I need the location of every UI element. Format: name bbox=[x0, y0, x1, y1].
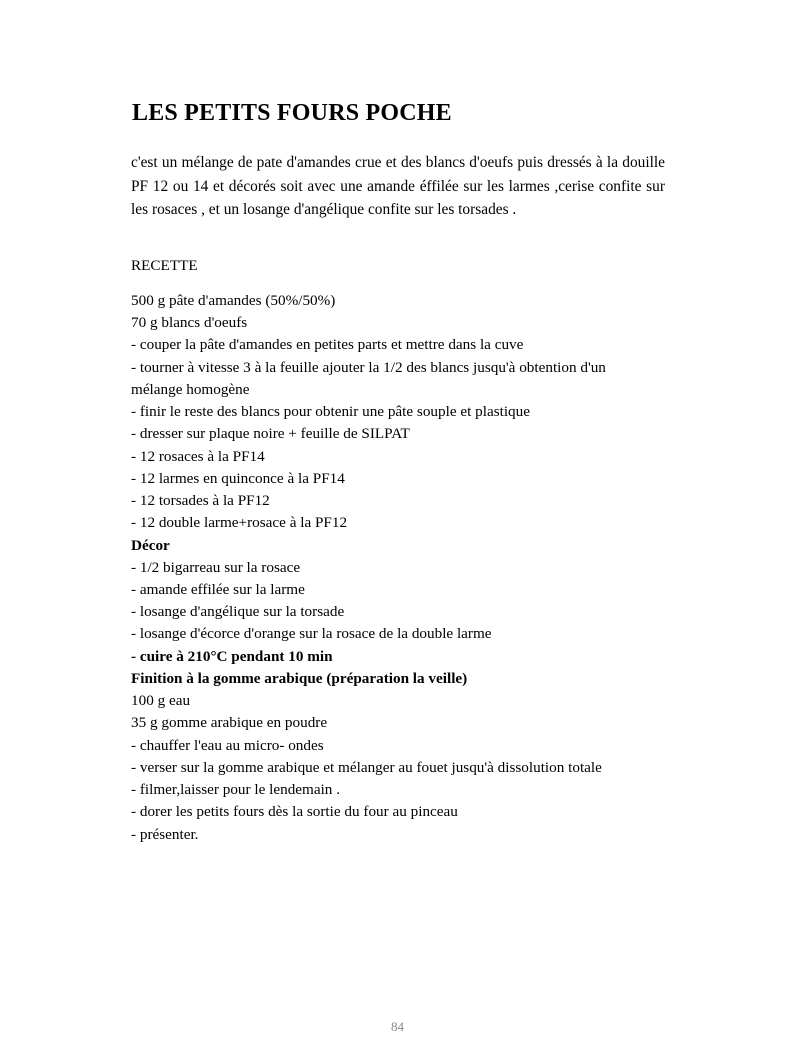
page-number: 84 bbox=[391, 1019, 404, 1034]
step-line: - 12 double larme+rosace à la PF12 bbox=[131, 514, 348, 531]
finition-step-line: - verser sur la gomme arabique et mélanger au fouet jusqu'à dissolution totale bbox=[131, 759, 602, 776]
cuisson-line: - cuire à 210°C pendant 10 min bbox=[131, 648, 333, 665]
intro-paragraph: c'est un mélange de pate d'amandes crue et des blancs d'oeufs puis dressés à la douille PF 12 ou 14 et décorés soit avec une amande éffilée sur les larmes ,cerise confite sur les rosaces , et un losange d'angélique confite sur les torsades . bbox=[131, 154, 665, 218]
step-line: mélange homogène bbox=[131, 381, 250, 398]
finition-step-line: - présenter. bbox=[131, 826, 199, 843]
decor-heading: Décor bbox=[131, 537, 170, 554]
finition-ingredient-line: 100 g eau bbox=[131, 692, 191, 709]
finition-step-line: - filmer,laisser pour le lendemain . bbox=[131, 781, 340, 798]
ingredient-line: 70 g blancs d'oeufs bbox=[131, 314, 248, 331]
step-line: - 12 torsades à la PF12 bbox=[131, 492, 270, 509]
recette-heading: RECETTE bbox=[131, 257, 198, 274]
step-line: - tourner à vitesse 3 à la feuille ajouter la 1/2 des blancs jusqu'à obtention d'un bbox=[131, 359, 606, 376]
decor-line: - 1/2 bigarreau sur la rosace bbox=[131, 559, 301, 576]
decor-line: - amande effilée sur la larme bbox=[131, 581, 305, 598]
finition-step-line: - dorer les petits fours dès la sortie du four au pinceau bbox=[131, 803, 458, 820]
step-line: - 12 rosaces à la PF14 bbox=[131, 448, 265, 465]
step-line: - finir le reste des blancs pour obtenir une pâte souple et plastique bbox=[131, 403, 530, 420]
step-line: - couper la pâte d'amandes en petites parts et mettre dans la cuve bbox=[131, 336, 524, 353]
step-line: - dresser sur plaque noire + feuille de SILPAT bbox=[131, 425, 410, 442]
decor-line: - losange d'écorce d'orange sur la rosace de la double larme bbox=[131, 625, 492, 642]
page-title: LES PETITS FOURS POCHE bbox=[132, 100, 452, 126]
finition-ingredient-line: 35 g gomme arabique en poudre bbox=[131, 714, 328, 731]
decor-line: - losange d'angélique sur la torsade bbox=[131, 603, 345, 620]
ingredient-line: 500 g pâte d'amandes (50%/50%) bbox=[131, 292, 336, 309]
finition-heading: Finition à la gomme arabique (préparation la veille) bbox=[131, 670, 468, 687]
finition-step-line: - chauffer l'eau au micro- ondes bbox=[131, 737, 324, 754]
step-line: - 12 larmes en quinconce à la PF14 bbox=[131, 470, 345, 487]
